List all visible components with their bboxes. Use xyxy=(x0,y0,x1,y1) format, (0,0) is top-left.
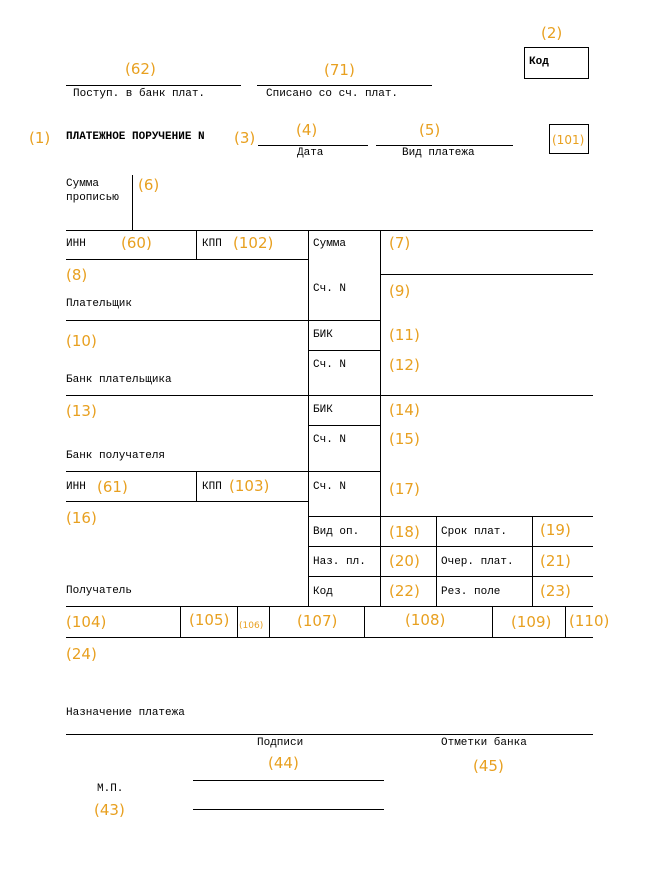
col-380 xyxy=(380,230,381,606)
payer-bank-caption: Банк плательщика xyxy=(66,374,172,386)
form-code: Код xyxy=(529,56,549,68)
payee-bank-caption: Банк получателя xyxy=(66,450,166,462)
inn-caption: ИНН xyxy=(66,238,86,250)
field-44-label: (44) xyxy=(268,754,299,772)
field-109-label: (109) xyxy=(511,613,552,631)
field-60-label: (60) xyxy=(121,234,152,252)
field-62-label: (62) xyxy=(125,60,156,78)
rule-576 xyxy=(308,576,593,577)
payer-bank-acct-caption: Сч. N xyxy=(313,359,347,371)
field-1-label: (1) xyxy=(29,129,51,147)
purpose-rule xyxy=(66,734,593,735)
field-6-label: (6) xyxy=(138,176,160,194)
debited-line[interactable] xyxy=(257,85,432,86)
debited-caption: Списано со сч. плат. xyxy=(266,88,399,100)
field-104-label: (104) xyxy=(66,613,107,631)
received-bank-caption: Поступ. в банк плат. xyxy=(73,88,206,100)
field-102-label: (102) xyxy=(233,234,274,252)
field-10-label: (10) xyxy=(66,332,97,350)
strip-div-364 xyxy=(364,606,365,637)
date-line[interactable] xyxy=(258,145,368,146)
payee-bik-caption: БИК xyxy=(313,404,333,416)
code-caption: Код xyxy=(313,586,333,598)
rule-259 xyxy=(66,259,308,260)
field-15-label: (15) xyxy=(389,430,420,448)
field-12-label: (12) xyxy=(389,356,420,374)
payee-kpp-caption: КПП xyxy=(202,481,222,493)
signature-line-2[interactable] xyxy=(193,809,384,810)
field-61-label: (61) xyxy=(97,478,128,496)
field-45-label: (45) xyxy=(473,757,504,775)
kpp-caption: КПП xyxy=(202,238,222,250)
inn-kpp-divider-2 xyxy=(196,471,197,501)
field-103-label: (103) xyxy=(229,477,270,495)
field-3-label: (3) xyxy=(234,129,256,147)
rule-230 xyxy=(66,230,593,231)
amount-caption: Сумма xyxy=(313,238,347,250)
field-24-label: (24) xyxy=(66,645,97,663)
field-13-label: (13) xyxy=(66,402,97,420)
field-105-label: (105) xyxy=(189,611,230,629)
payer-caption: Плательщик xyxy=(66,298,133,310)
payee-caption: Получатель xyxy=(66,585,133,597)
payee-acct-caption: Сч. N xyxy=(313,481,347,493)
rule-637 xyxy=(66,637,593,638)
field-21-label: (21) xyxy=(540,552,571,570)
payment-type-line[interactable] xyxy=(376,145,513,146)
strip-div-237 xyxy=(237,606,238,637)
reserve-caption: Рез. поле xyxy=(441,586,501,598)
col-308 xyxy=(308,230,309,606)
field-101-label: (101) xyxy=(552,133,585,147)
purpose-code-caption: Наз. пл. xyxy=(313,556,366,568)
strip-div-492 xyxy=(492,606,493,637)
rule-350 xyxy=(308,350,380,351)
field-20-label: (20) xyxy=(389,552,420,570)
rule-320 xyxy=(66,320,380,321)
form-title: ПЛАТЕЖНОЕ ПОРУЧЕНИЕ N xyxy=(66,131,205,143)
signature-line-1[interactable] xyxy=(193,780,384,781)
due-caption: Срок плат. xyxy=(441,526,508,538)
field-107-label: (107) xyxy=(297,612,338,630)
field-108-label: (108) xyxy=(405,611,446,629)
signatures-caption: Подписи xyxy=(257,737,304,749)
field-7-label: (7) xyxy=(389,234,411,252)
field-2-label: (2) xyxy=(541,24,563,42)
payee-bank-acct-caption: Сч. N xyxy=(313,434,347,446)
field-43-label: (43) xyxy=(94,801,125,819)
op-type-caption: Вид оп. xyxy=(313,526,360,538)
amount-words-divider xyxy=(132,175,133,230)
field-17-label: (17) xyxy=(389,480,420,498)
field-5-label: (5) xyxy=(419,121,441,139)
field-23-label: (23) xyxy=(540,582,571,600)
received-bank-line[interactable] xyxy=(66,85,241,86)
rule-274 xyxy=(380,274,593,275)
field-9-label: (9) xyxy=(389,282,411,300)
payee-inn-caption: ИНН xyxy=(66,481,86,493)
strip-div-565 xyxy=(565,606,566,637)
date-caption: Дата xyxy=(297,147,324,159)
rule-516 xyxy=(308,516,593,517)
payer-acct-caption: Сч. N xyxy=(313,283,347,295)
field-19-label: (19) xyxy=(540,521,571,539)
rule-471 xyxy=(66,471,380,472)
rule-425 xyxy=(308,425,380,426)
rule-546 xyxy=(308,546,593,547)
field-18-label: (18) xyxy=(389,523,420,541)
payment-type-caption: Вид платежа xyxy=(402,147,475,159)
strip-div-180 xyxy=(180,606,181,637)
strip-div-269 xyxy=(269,606,270,637)
purpose-caption: Назначение платежа xyxy=(66,707,185,719)
inn-kpp-divider xyxy=(196,230,197,259)
stamp-caption: М.П. xyxy=(97,783,124,795)
col-532 xyxy=(532,516,533,606)
field-71-label: (71) xyxy=(324,61,355,79)
rule-606 xyxy=(66,606,593,607)
rule-395 xyxy=(66,395,593,396)
col-436 xyxy=(436,516,437,606)
field-11-label: (11) xyxy=(389,326,420,344)
field-4-label: (4) xyxy=(296,121,318,139)
field-8-label: (8) xyxy=(66,266,88,284)
rule-501 xyxy=(66,501,308,502)
amount-words-caption-2: прописью xyxy=(66,192,119,204)
amount-words-caption-1: Сумма xyxy=(66,178,100,190)
bank-marks-caption: Отметки банка xyxy=(441,737,527,749)
field-16-label: (16) xyxy=(66,509,97,527)
field-110-label: (110) xyxy=(569,612,610,630)
priority-caption: Очер. плат. xyxy=(441,556,514,568)
payer-bik-caption: БИК xyxy=(313,329,333,341)
field-22-label: (22) xyxy=(389,582,420,600)
field-14-label: (14) xyxy=(389,401,420,419)
field-106-label: (106) xyxy=(239,621,264,631)
